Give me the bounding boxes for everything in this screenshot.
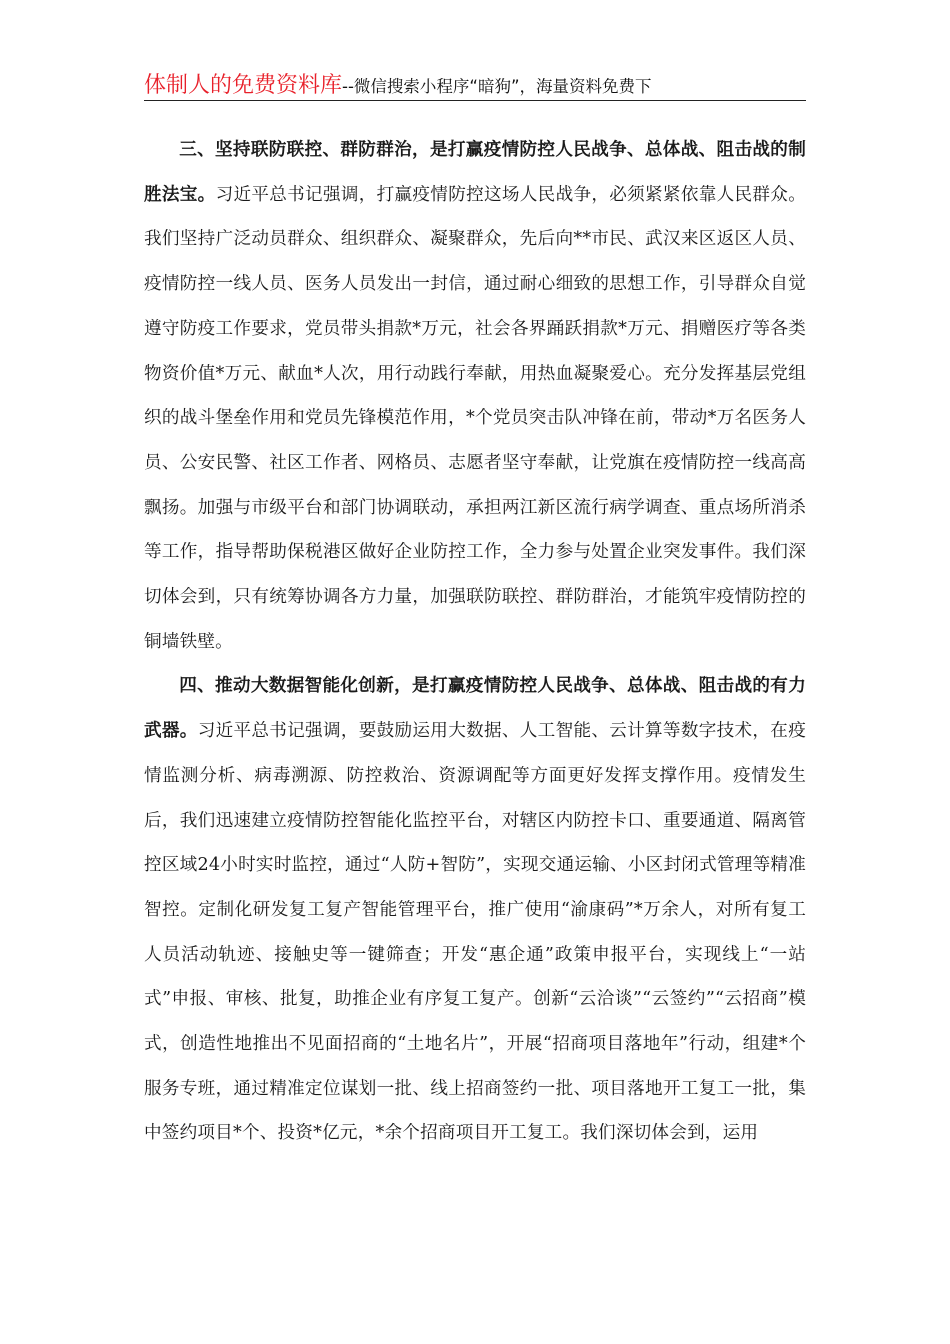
header-brand: 体制人的免费资料库 xyxy=(144,73,343,98)
paragraph-lead: 四、推动大数据智能化创新，是打赢疫情防控人民战争、总体战、阻击战的有力武器。 xyxy=(144,675,806,742)
paragraph-section-4 xyxy=(144,664,806,1156)
header-tagline: --微信搜索小程序“暗狗”，海量资料免费下 xyxy=(342,77,652,96)
paragraph-section-3 xyxy=(144,128,806,664)
header-divider xyxy=(144,100,806,101)
paragraph-text: 习近平总书记强调，要鼓励运用大数据、人工智能、云计算等数字技术，在疫情监测分析、病毒溯源、防控救治、资源调配等方面更好发挥支撑作用。疫情发生后，我们迅速建立疫情防控智能化监控平台，对辖区内防控卡口、重要通道、隔离管控区域24小时实时监控，通过“人防+智防”，实现交通运输、小区封闭式管理等精准智控。定制化研发复工复产智能管理平台，推广使用“渝康码”*万余人，对所有复工人员活动轨迹、接触史等一键筛查；开发“惠企通”政策申报平台，实现线上“一站式”申报、审核、批复，助推企业有序复工复产。创新“云洽谈”“云签约”“云招商”模式，创造性地推出不见面招商的“土地名片”，开展“招商项目落地年”行动，组建*个服务专班，通过精准定位谋划一批、线上招商签约一批、项目落地开工复工一批，集中签约项目*个、投资*亿元，*余个招商项目开工复工。我们深切体会到，运用 xyxy=(144,721,806,1144)
paragraph-lead: 三、坚持联防联控、群防群治，是打赢疫情防控人民战争、总体战、阻击战的制胜法宝。 xyxy=(144,139,806,205)
paragraph-text: 习近平总书记强调，打赢疫情防控这场人民战争，必须紧紧依靠人民群众。我们坚持广泛动员群众、组织群众、凝聚群众，先后向**市民、武汉来区返区人员、疫情防控一线人员、医务人员发出一封信，通过耐心细致的思想工作，引导群众自觉遵守防疫工作要求，党员带头捐款*万元，社会各界踊跃捐款*万元、捐赠医疗等各类物资价值*万元、献血*人次，用行动践行奉献，用热血凝聚爱心。充分发挥基层党组织的战斗堡垒作用和党员先锋模范作用，*个党员突击队冲锋在前，带动*万名医务人员、公安民警、社区工作者、网格员、志愿者坚守奉献，让党旗在疫情防控一线高高飘扬。加强与市级平台和部门协调联动，承担两江新区流行病学调查、重点场所消杀等工作，指导帮助保税港区做好企业防控工作，全力参与处置企业突发事件。我们深切体会到，只有统筹协调各方力量，加强联防联控、群防群治，才能筑牢疫情防控的铜墙铁壁。 xyxy=(144,184,806,652)
document-body xyxy=(144,128,806,1156)
page-header xyxy=(144,68,806,102)
